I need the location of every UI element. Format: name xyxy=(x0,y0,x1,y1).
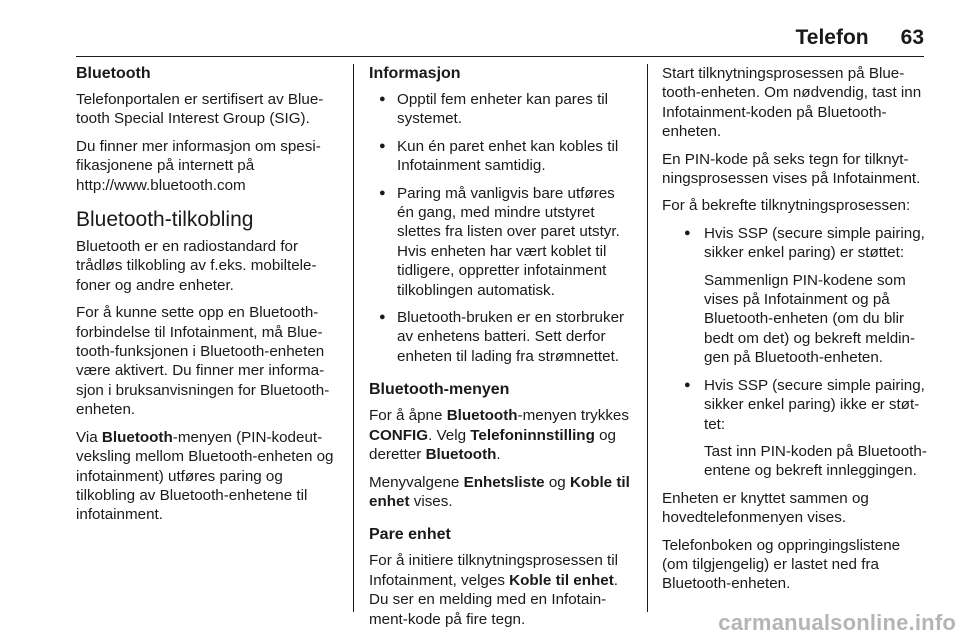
section-heading: Informasjon xyxy=(369,65,461,82)
watermark: carmanualsonline.info xyxy=(718,610,956,635)
info-list xyxy=(369,90,633,366)
list-item: ● Paring må vanligvis bare utføres én gang, med mindre utstyret slettes fra listen over paret utstyr. Hvis enheten har vært koblet til tidligere, oppretter infotainment tilkoblingen automatisk. xyxy=(369,184,633,300)
list-item-detail: Tast inn PIN-koden på Bluetooth-entene og bekreft innleggingen. xyxy=(704,442,927,480)
column-divider xyxy=(353,64,354,612)
column-left xyxy=(76,64,342,533)
section-heading: Bluetooth xyxy=(76,65,151,82)
paragraph: For å åpne Bluetooth-menyen trykkes CONFIG. Velg Telefoninnstilling og deretter Bluetooth. xyxy=(369,407,629,464)
paragraph: For å bekrefte tilknytningsprosessen: xyxy=(662,197,911,215)
list-item: ● Hvis SSP (secure simple pairing, sikker enkel paring) ikke er støttet: Tast inn PIN-koden på Bluetooth-entene og bekreft innleggingen. xyxy=(674,376,928,481)
paragraph: For å initiere tilknytningsprosessen til Infotainment, velges Koble til enhet. Du ser en melding med en Infotainment-kode på fire tegn. xyxy=(369,552,619,628)
column-middle xyxy=(369,64,633,637)
list-item: ● Kun én paret enhet kan kobles til Infotainment samtidig. xyxy=(369,137,633,176)
menu-term: Bluetooth xyxy=(101,428,173,446)
paragraph: Telefonportalen er sertifisert av Bluetooth Special Interest Group (SIG). xyxy=(76,91,324,128)
paragraph: Telefonboken og oppringingslistene (om tilgjengelig) er lastet ned fra Bluetooth-enheten. xyxy=(662,536,901,593)
column-right xyxy=(662,64,928,602)
confirm-list xyxy=(674,224,928,481)
paragraph: Bluetooth er en radiostandard for trådløs tilkobling av f.eks. mobiltelefoner og andre enheter. xyxy=(76,238,317,294)
section-heading: Pare enhet xyxy=(369,526,451,544)
list-item-detail: Sammenlign PIN-kodene som vises på Infotainment og på Bluetooth-enheten (om du blir bedt om det) og bekreft meldingen på Bluetooth-enheten. xyxy=(704,271,916,367)
page-title: Telefon xyxy=(795,26,869,49)
header-rule xyxy=(76,56,924,57)
paragraph: For å kunne sette opp en Bluetooth-forbindelse til Infotainment, må Bluetooth-funksjonen i Bluetooth-enheten være aktivert. Du finner mer informasjon i bruksanvisningen for Bluetooth-enheten. xyxy=(76,304,330,419)
paragraph: Start tilknytningsprosessen på Bluetooth-enheten. Om nødvendig, tast inn Infotainment-koden på Bluetooth-enheten. xyxy=(662,65,922,141)
list-item: ● Hvis SSP (secure simple pairing, sikker enkel paring) er støttet: Sammenlign PIN-kodene som vises på Infotainment og på Bluetooth-enheten (om du blir bedt om det) og bekreft meldingen på Bluetooth-enheten. xyxy=(674,224,928,368)
paragraph: Via Bluetooth-menyen (PIN-kodeutveksling mellom Bluetooth-enheten og infotainment) utføres paring og tilkobling av Bluetooth-enhetene til infotainment. xyxy=(76,428,334,524)
paragraph: Enheten er knyttet sammen og hovedtelefonmenyen vises. xyxy=(662,489,869,527)
list-item: ● Bluetooth-bruken er en storbruker av enhetens batteri. Sett derfor enheten til lading fra strømnettet. xyxy=(369,308,633,366)
paragraph: Menyvalgene Enhetsliste og Koble til enhet vises. xyxy=(369,473,630,510)
paragraph: En PIN-kode på seks tegn for tilknytningsprosessen vises på Infotainment. xyxy=(662,150,921,188)
paragraph: Du finner mer informasjon om spesifikasjonene på internett på http://www.bluetooth.com xyxy=(76,137,321,194)
chapter-heading: Bluetooth-tilkobling xyxy=(76,208,254,232)
list-item: ● Opptil fem enheter kan pares til systemet. xyxy=(369,90,633,129)
section-heading: Bluetooth-menyen xyxy=(369,381,510,399)
page-header xyxy=(76,26,924,50)
column-divider xyxy=(647,64,648,612)
page-number: 63 xyxy=(900,26,924,49)
